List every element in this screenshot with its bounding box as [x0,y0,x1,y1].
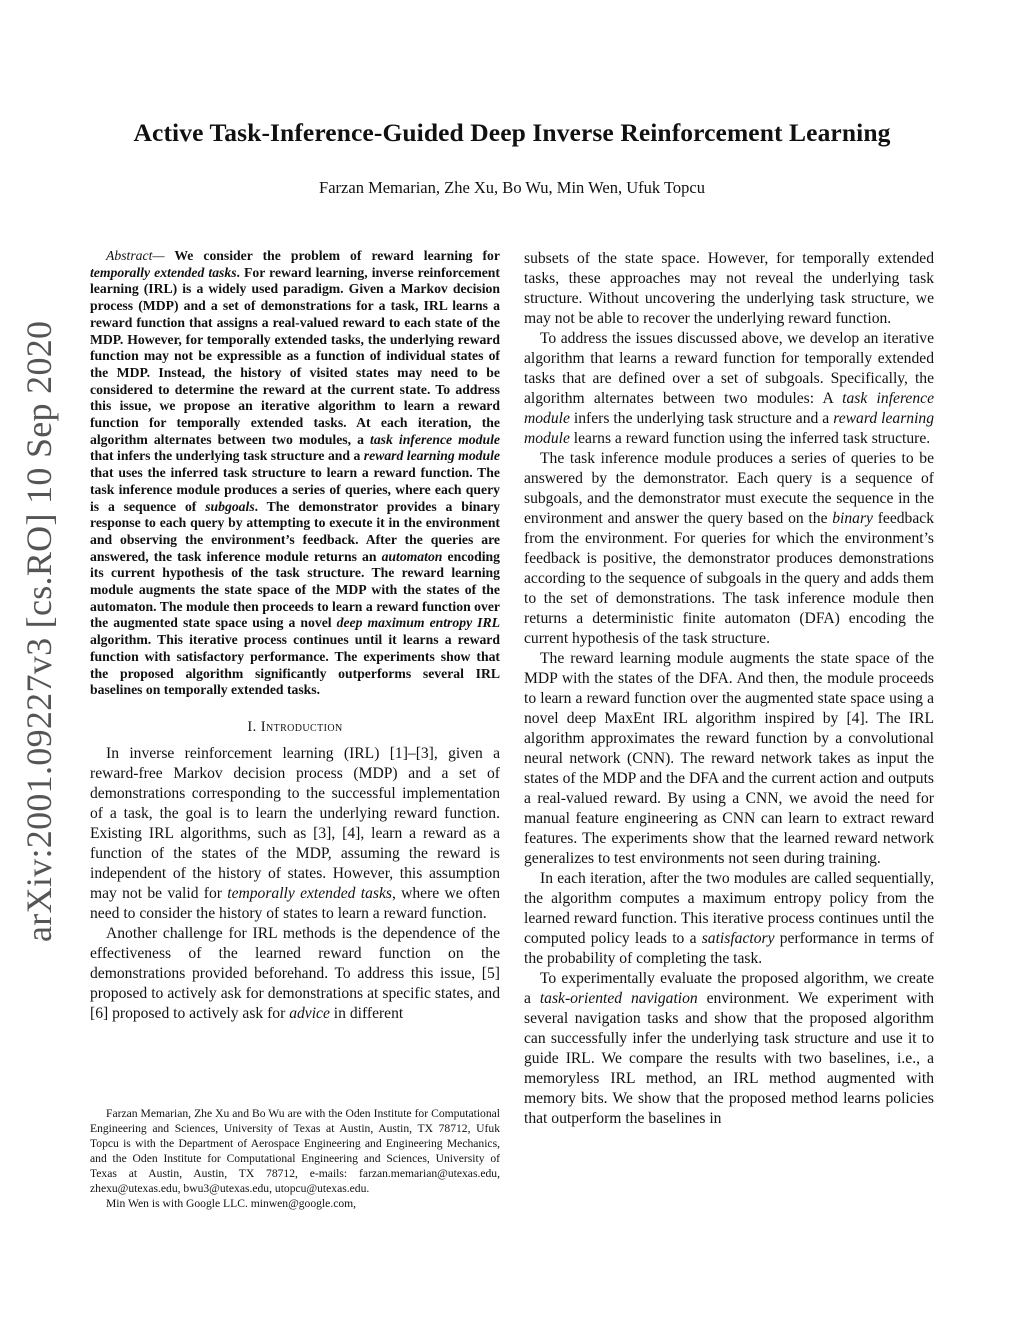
abstract-label: Abstract [106,248,153,263]
text-run: feedback from the environment. For queries for which the environment’s feedback is positive, the demonstrator produces demonstrations according to the sequence of subgoals in the query and adds them to the set of demonstrations. The task inference module then returns a deterministic finite automaton (DFA) encoding the current hypothesis of the task structure. [524,510,934,647]
abstract-body [90,248,500,697]
emphasized-text: subgoals [205,498,255,514]
text-run: that uses the inferred task structure to learn a reward function. The task inference module produces a series of queries, where each query is a sequence of [90,465,500,514]
author-list: Farzan Memarian, Zhe Xu, Bo Wu, Min Wen, Ufuk Topcu [319,178,705,197]
text-run: The task inference module produces a series of queries to be answered by the demonstrator. Each query is a sequence of subgoals, and the demonstrator must execute the sequence in the environment and answer the query based on the [524,450,934,527]
text-run: learns a reward function using the inferred task structure. [569,430,931,447]
abstract: Abstract— We consider the problem of reward learning for temporally extended tasks. For reward learning, inverse reinforcement learning (IRL) is a widely used paradigm. Given a Markov decision process (MDP) and a set of demonstrations for a task, IRL learns a reward function that assigns a real-valued reward to each state of the MDP. However, for temporally extended tasks, the underlying reward function may not be expressible as a function of individual states of the MDP. Instead, the history of visited states may need to be considered to determine the reward at the current state. To address this issue, we propose an iterative algorithm to learn a reward function for temporally extended tasks. At each iteration, the algorithm alternates between two modules, a task inference module that infers the underlying task structure and a reward learning module that uses the inferred task structure to learn a reward function. The task inference module produces a series of queries, where each query is a sequence of subgoals. The demonstrator provides a binary response to each query by attempting to execute it in the environment and observing the environment’s feedback. After the queries are answered, the task inference module returns an automaton encoding its current hypothesis of the task structure. The reward learning module augments the state space of the MDP with the states of the automaton. The module then proceeds to learn a reward function over the augmented state space using a novel deep maximum entropy IRL algorithm. This iterative process continues until it learns a reward function with satisfactory performance. The experiments show that the proposed algorithm significantly outperforms several IRL baselines on temporally extended tasks. [90,248,500,698]
left-column [90,248,500,1024]
text-run: In each iteration, after the two modules are called sequentially, the algorithm computes a maximum entropy policy from the learned reward function. This iterative process continues until the computed policy leads to a [524,870,934,947]
paragraph [524,869,934,969]
text-run: . For reward learning, inverse reinforcement learning (IRL) is a widely used paradigm. Given a Markov decision process (MDP) and a set of demonstrations for a task, IRL learns a reward function that assigns a real-valued reward to each state of the MDP. However, for temporally extended tasks, the underlying reward function may not be expressible as a function of individual states of the MDP. Instead, the history of visited states may need to be considered to determine the reward at the current state. To address this issue, we propose an iterative algorithm to learn a reward function for temporally extended tasks. At each iteration, the algorithm alternates between two modules, a [90,264,500,447]
text-run: algorithm. This iterative process continues until it learns a reward function with satisfactory performance. The experiments show that the proposed algorithm significantly outperforms several IRL baselines on temporally extended tasks. [90,632,500,698]
emphasized-text: automaton [381,548,443,564]
text-run: Another challenge for IRL methods is the dependence of the effectiveness of the learned reward function on the demonstrations provided beforehand. To address this issue, [5] proposed to actively ask for demonstrations at specific states, and [6] proposed to actively ask for [90,924,500,1022]
paper-title: Active Task-Inference-Guided Deep Inverse Reinforcement Learning [133,118,891,147]
text-run: In inverse reinforcement learning (IRL) [1]–[3], given a reward-free Markov decision process (MDP) and a set of demonstrations corresponding to the successful implementation of a task, the goal is to learn the underlying reward function. Existing IRL algorithms, such as [3], [4], learn a reward as a function of the states of the MDP, assuming the reward is independent of the history of states. However, this assumption may not be valid for [90,744,500,902]
emphasized-text: task inference module [370,431,500,447]
section-number: I. [247,718,257,735]
emphasized-text: advice [289,1004,330,1022]
text-run: To experimentally evaluate the proposed algorithm, we create a [524,970,934,1007]
emphasized-text: reward learning module [363,448,500,464]
paragraph [90,924,500,1024]
arxiv-identifier: arXiv:2001.09227v3 [cs.RO] 10 Sep 2020 [19,320,59,942]
emphasized-text: task-oriented navigation [539,990,698,1007]
text-run: in different [329,1004,404,1022]
emphasized-text: reward learning module [524,410,935,447]
emphasized-text: deep maximum entropy IRL [336,615,500,631]
emphasized-text: temporally extended tasks [90,264,237,280]
text-run: To address the issues discussed above, we develop an iterative algorithm that learns a reward function for temporally extended tasks that are defined over a set of subgoals. Specifically, the algorithm alternates between two modules: A [524,330,934,407]
text-run: The reward learning module augments the state space of the MDP with the states of the DFA. And then, the module proceeds to learn a reward function over the augmented state space using a novel deep MaxEnt IRL algorithm inspired by [4]. The IRL algorithm approximates the reward function by a convolutional neural network (CNN). The reward network takes as input the states of the MDP and the DFA and the current action and outputs a real-valued reward. By using a CNN, we avoid the need for manual feature engineering as CNN can learn to extract reward features. The experiments show that the learned reward network generalizes to test environments not seen during training. [524,650,934,867]
text-run: encoding its current hypothesis of the task structure. The reward learning module augments the state space of the MDP with the states of the automaton. The module then proceeds to learn a reward function over the augmented state space using a novel [90,548,500,631]
paragraph [524,969,934,1129]
author-footnote [90,1106,500,1211]
text-run: that infers the underlying task structure and a [90,448,364,464]
footnote-paragraph: Min Wen is with Google LLC. minwen@google.com, [106,1197,357,1210]
footnote-paragraph: Farzan Memarian, Zhe Xu and Bo Wu are with the Oden Institute for Computational Engineering and Sciences, University of Texas at Austin, Austin, TX 78712, Ufuk Topcu is with the Department of Aerospace Engineering and Engineering Mechanics, and the Oden Institute for Computational Engineering and Sciences, University of Texas at Austin, Austin, TX 78712, e-mails: farzan.memarian@utexas.edu, zhexu@utexas.edu, bwu3@utexas.edu, utopcu@utexas.edu. [90,1107,500,1195]
paragraph [524,449,934,649]
paragraph [524,649,934,869]
text-run: infers the underlying task structure and a [569,410,834,427]
text-run: subsets of the state space. However, for temporally extended tasks, these approaches may not reveal the underlying task structure. Without uncovering the underlying task structure, we may not be able to recover the underlying reward function. [524,250,934,327]
text-run: performance in terms of the probability of completing the task. [524,930,934,967]
introduction-paragraphs-left [90,744,500,1024]
text-run: . The demonstrator provides a binary response to each query by attempting to execute it in the environment and observing the environment’s feedback. After the queries are answered, the task inference module returns an [90,498,500,564]
emphasized-text: satisfactory [701,930,775,947]
text-run: environment. We experiment with several navigation tasks and show that the proposed algorithm can successfully infer the underlying task structure and use it to guide IRL. We compare the results with two baselines, i.e., a memoryless IRL method, an IRL method augmented with memory bits. We show that the proposed method learns policies that outperform the baselines in [524,990,934,1127]
paragraph [90,744,500,924]
section-title: Introduction [260,718,343,735]
text-run: We consider the problem of reward learning for [174,248,500,263]
emphasized-text: task inference module [524,390,934,427]
section-heading-introduction [90,719,500,736]
emphasized-text: temporally extended tasks [227,884,392,902]
right-column [524,249,934,1129]
text-run: , where we often need to consider the history of states to learn a reward function. [90,884,500,922]
emphasized-text: binary [832,510,873,527]
paragraph [524,329,934,449]
paragraph [524,249,934,329]
